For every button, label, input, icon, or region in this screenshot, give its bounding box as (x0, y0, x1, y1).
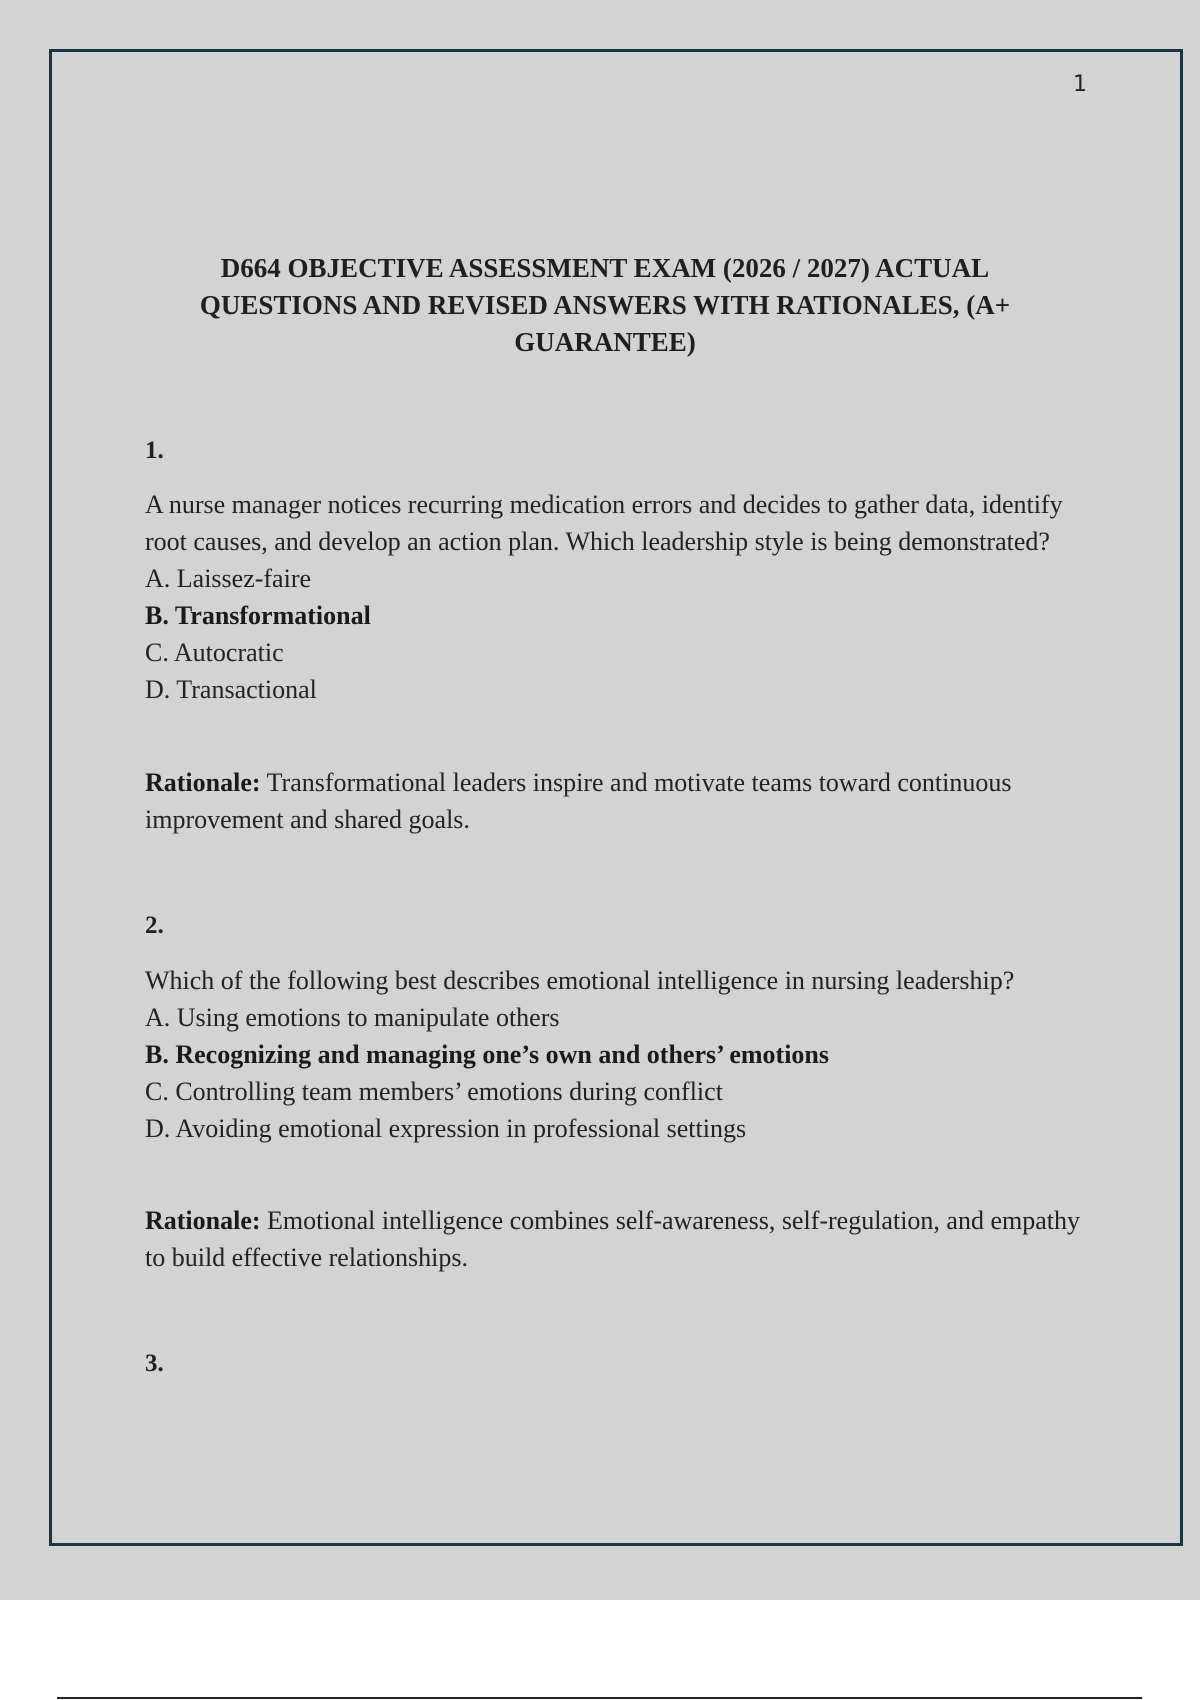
rationale-text: Emotional intelligence combines self-awareness, self-regulation, and empathy to build effective relationships. (145, 1206, 1080, 1272)
question-1 (145, 486, 1095, 708)
option-c: C. Autocratic (145, 638, 284, 667)
page-number: 1 (1073, 72, 1087, 97)
option-a: A. Using emotions to manipulate others (145, 1003, 560, 1032)
question-number: 3. (145, 1350, 164, 1377)
option-c: C. Controlling team members’ emotions during conflict (145, 1077, 723, 1106)
question-text: Which of the following best describes emotional intelligence in nursing leadership? (145, 966, 1015, 995)
question-2 (145, 962, 1095, 1147)
option-d: D. Transactional (145, 675, 317, 704)
footer-rule (57, 1697, 1142, 1699)
option-b-correct: B. Recognizing and managing one’s own and others’ emotions (145, 1040, 829, 1069)
rationale-1 (145, 764, 1095, 838)
rationale-text: Transformational leaders inspire and motivate teams toward continuous improvement and shared goals. (145, 768, 1012, 834)
option-a: A. Laissez-faire (145, 564, 312, 593)
question-number: 1. (145, 437, 164, 464)
document-title: D664 OBJECTIVE ASSESSMENT EXAM (2026 / 2027) ACTUAL QUESTIONS AND REVISED ANSWERS WITH RATIONALES, (A+ GUARANTEE) (199, 253, 1011, 357)
question-number: 2. (145, 912, 164, 939)
rationale-2 (145, 1202, 1095, 1276)
option-b-correct: B. Transformational (145, 601, 371, 630)
rationale-label: Rationale: (145, 768, 261, 797)
option-d: D. Avoiding emotional expression in professional settings (145, 1114, 747, 1143)
rationale-label: Rationale: (145, 1206, 261, 1235)
question-text: A nurse manager notices recurring medication errors and decides to gather data, identify root causes, and develop an action plan. Which leadership style is being demonstrated? (145, 490, 1063, 556)
